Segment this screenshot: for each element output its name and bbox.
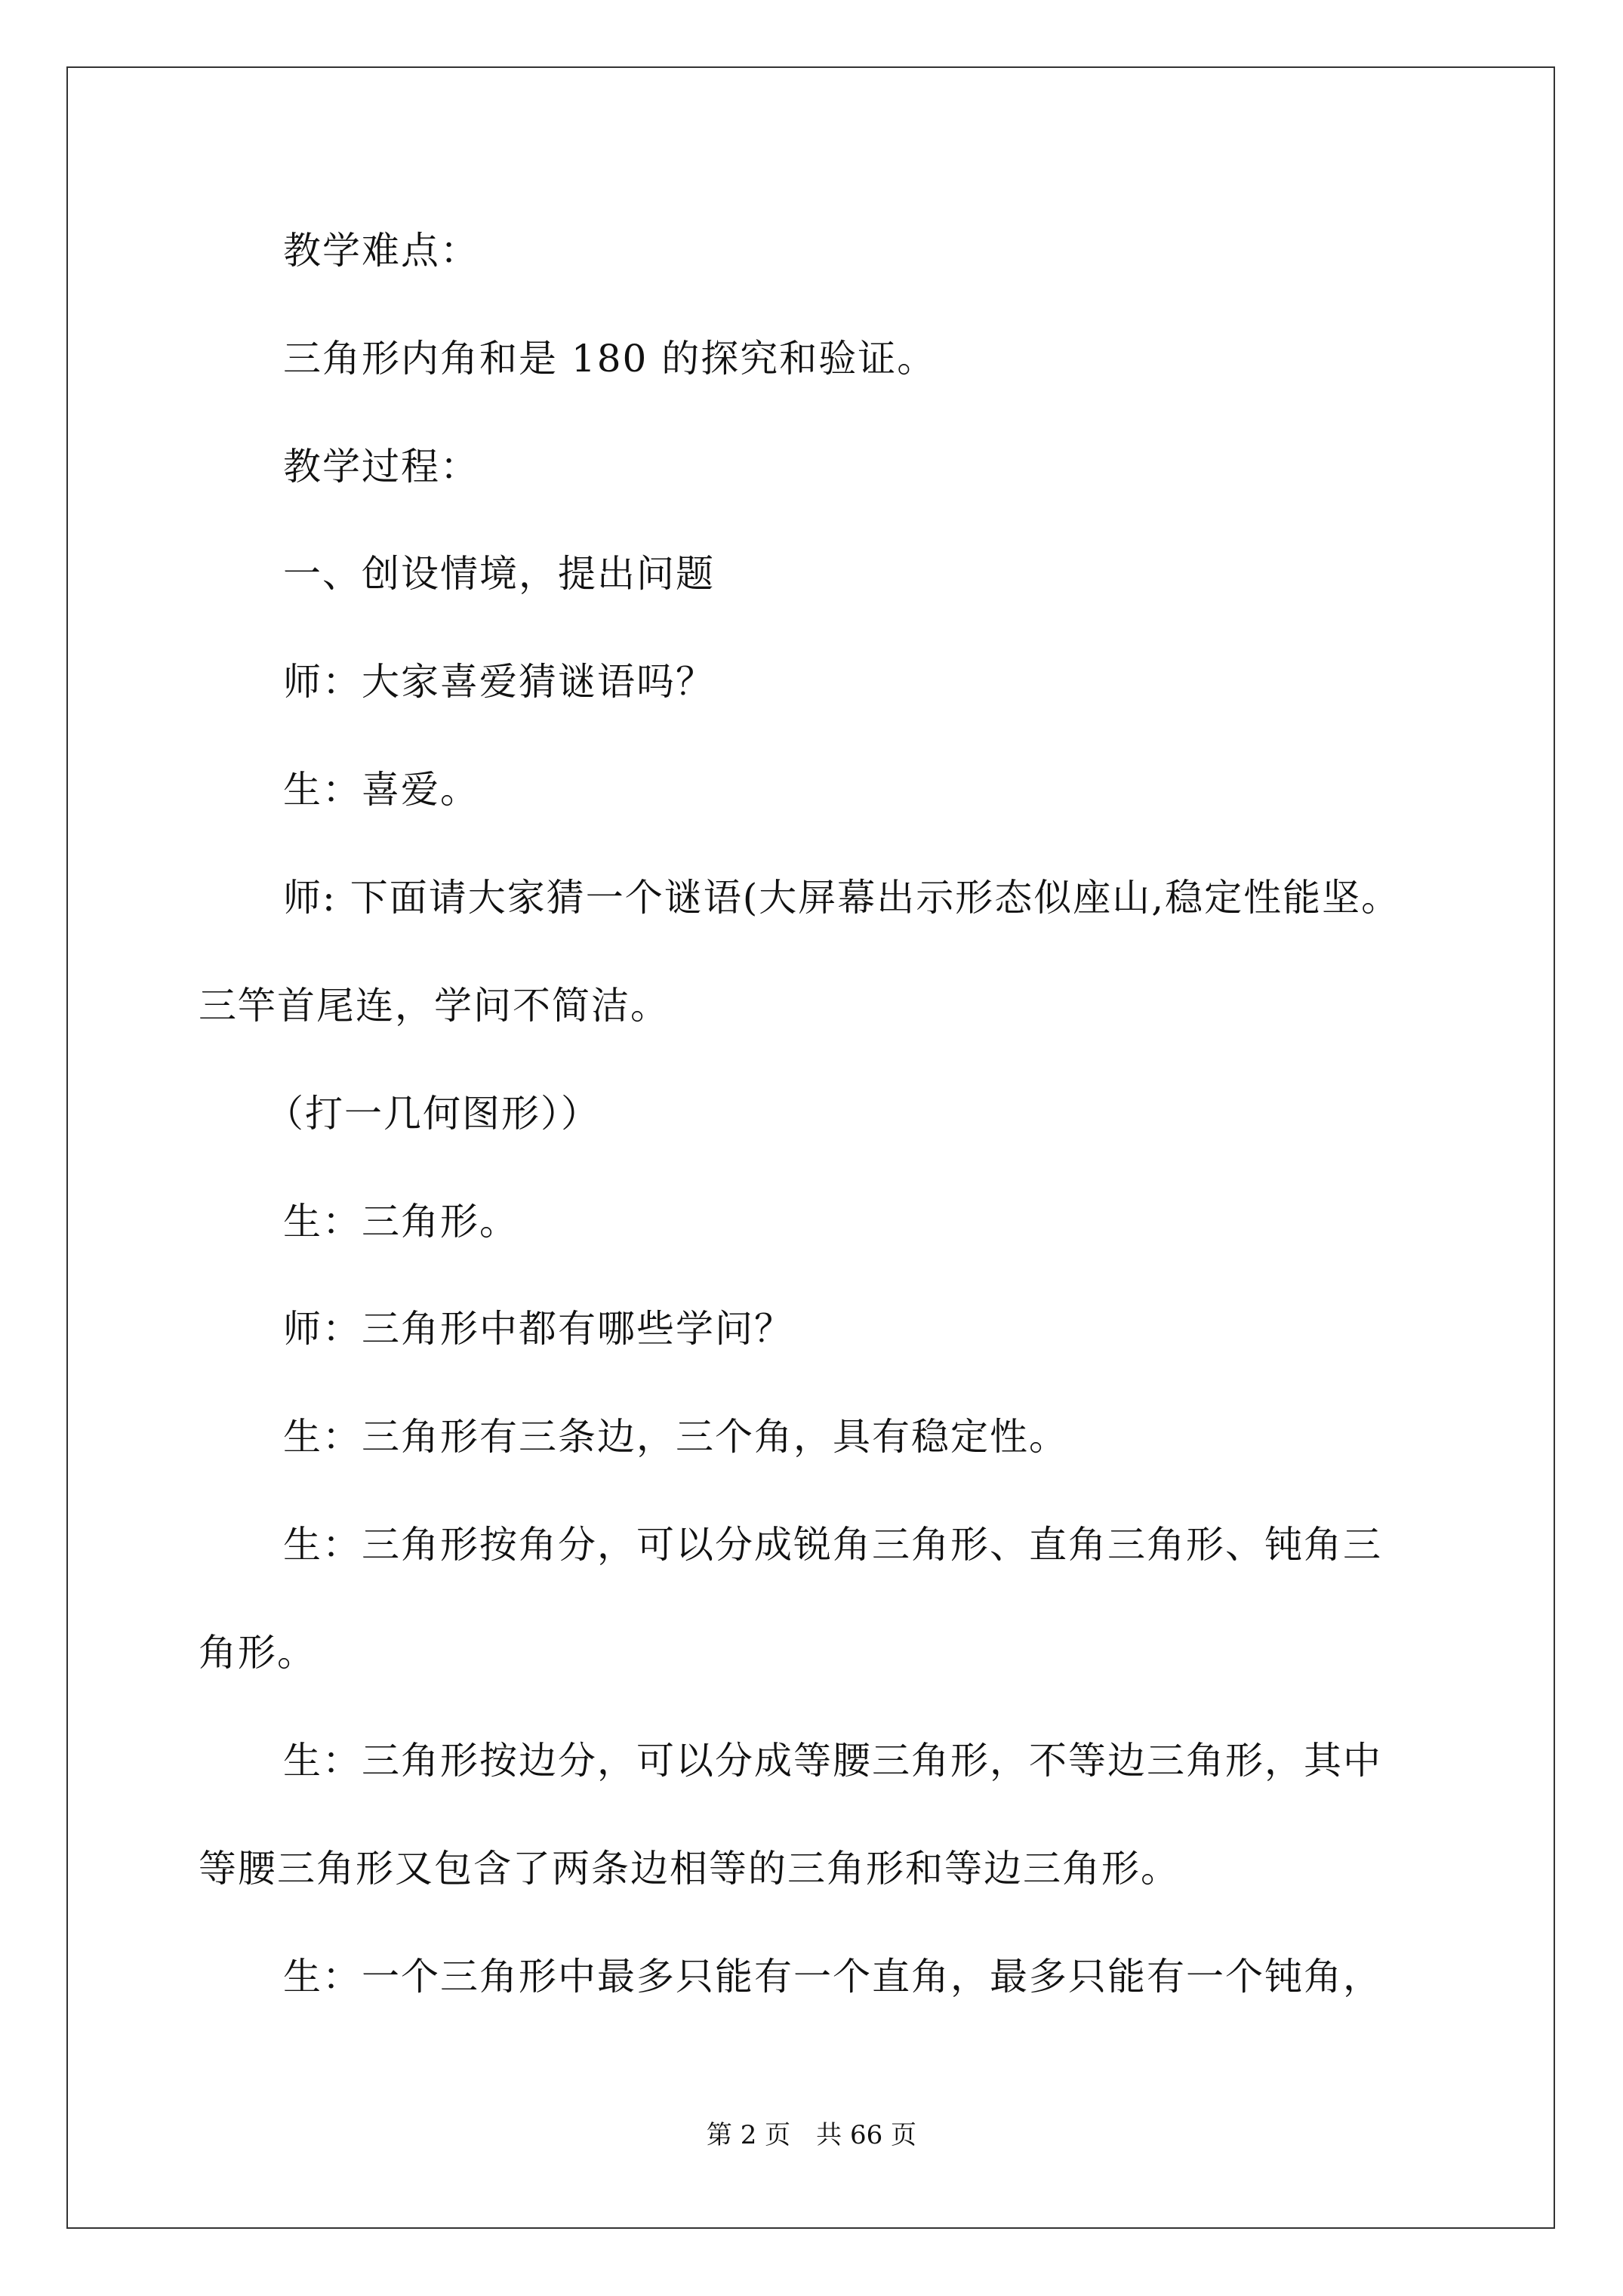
paragraph-line: 三竿首尾连，学问不简洁。 bbox=[199, 984, 670, 1028]
paragraph-line: 生：三角形按边分，可以分成等腰三角形，不等边三角形，其中 bbox=[283, 1739, 1382, 1783]
section-heading: 一、创设情境，提出问题 bbox=[283, 552, 715, 596]
page-border bbox=[66, 66, 1555, 2229]
paragraph-line: 生：一个三角形中最多只能有一个直角，最多只能有一个钝角， bbox=[283, 1955, 1382, 1999]
paragraph-line: 三角形内角和是 180 的探究和验证。 bbox=[283, 337, 937, 381]
paragraph-line: 生：三角形按角分，可以分成锐角三角形、直角三角形、钝角三 bbox=[283, 1523, 1382, 1567]
paragraph-line: 等腰三角形又包含了两条边相等的三角形和等边三角形。 bbox=[199, 1847, 1180, 1891]
paragraph-line: 师：大家喜爱猜谜语吗？ bbox=[283, 660, 715, 704]
paragraph-line: 生：三角形。 bbox=[283, 1200, 519, 1244]
heading-teaching-process: 教学过程： bbox=[283, 445, 479, 488]
paragraph-line: 师: 下面请大家猜一个谜语(大屏幕出示形态似座山,稳定性能坚。 bbox=[283, 876, 1401, 920]
paragraph-line: 角形。 bbox=[199, 1631, 316, 1675]
paragraph-line: 生：三角形有三条边，三个角，具有稳定性。 bbox=[283, 1415, 1068, 1459]
paragraph-line: （打一几何图形）） bbox=[266, 1092, 600, 1136]
paragraph-line: 生：喜爱。 bbox=[283, 768, 479, 812]
paragraph-line: 师：三角形中都有哪些学问？ bbox=[283, 1307, 793, 1351]
heading-teaching-difficulty: 教学难点： bbox=[283, 229, 479, 273]
page-number-footer: 第 2 页 共 66 页 bbox=[706, 2120, 917, 2150]
